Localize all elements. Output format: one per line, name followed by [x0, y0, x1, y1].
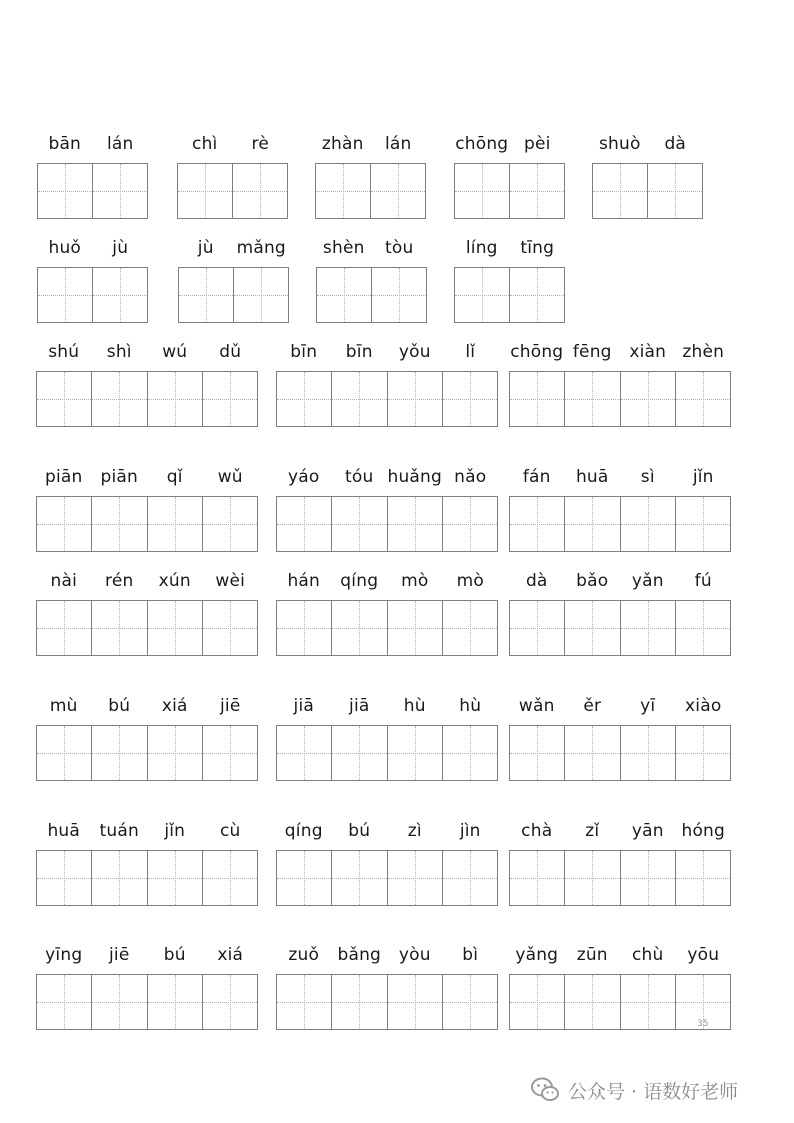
tian-zi-ge-cell[interactable] — [620, 372, 675, 426]
guide-line-horizontal — [510, 1002, 564, 1003]
guide-line-horizontal — [443, 753, 497, 754]
guide-line-horizontal — [148, 628, 202, 629]
tian-zi-ge-cell[interactable] — [442, 726, 497, 780]
guide-line-horizontal — [178, 191, 232, 192]
writing-grid — [276, 600, 498, 656]
pinyin-label: mò — [456, 571, 484, 591]
tian-zi-ge-cell[interactable] — [387, 601, 442, 655]
pinyin-label: hán — [287, 571, 321, 591]
writing-grid — [509, 371, 731, 427]
pinyin-label: jìn — [459, 821, 481, 841]
pinyin-label: hóng — [681, 821, 726, 841]
pinyin-label: chà — [521, 821, 553, 841]
guide-line-horizontal — [92, 524, 146, 525]
tian-zi-ge-cell[interactable] — [675, 497, 730, 551]
footer-watermark — [530, 1074, 738, 1106]
guide-line-horizontal — [455, 295, 509, 296]
guide-line-horizontal — [676, 524, 730, 525]
guide-line-horizontal — [148, 878, 202, 879]
guide-line-horizontal — [203, 753, 257, 754]
guide-line-horizontal — [37, 628, 91, 629]
writing-grid — [454, 267, 565, 323]
guide-line-horizontal — [277, 878, 331, 879]
tian-zi-ge-cell[interactable] — [202, 601, 257, 655]
tian-zi-ge-cell[interactable] — [202, 497, 257, 551]
pinyin-label: xiào — [685, 696, 722, 716]
tian-zi-ge-cell[interactable] — [179, 268, 233, 322]
guide-line-horizontal — [233, 191, 287, 192]
writing-grid — [276, 371, 498, 427]
writing-grid — [509, 600, 731, 656]
tian-zi-ge-cell[interactable] — [387, 975, 442, 1029]
tian-zi-ge-cell[interactable] — [455, 164, 509, 218]
tian-zi-ge-cell[interactable] — [233, 268, 288, 322]
pinyin-label: fēng — [572, 342, 612, 362]
guide-line-horizontal — [388, 524, 442, 525]
tian-zi-ge-cell[interactable] — [510, 497, 564, 551]
pinyin-label: bì — [462, 945, 479, 965]
guide-line-horizontal — [388, 878, 442, 879]
pinyin-label: jiē — [219, 696, 241, 716]
pinyin-label: chōng — [455, 134, 509, 154]
pinyin-label: dà — [525, 571, 548, 591]
guide-line-horizontal — [648, 191, 702, 192]
writing-grid — [37, 163, 148, 219]
guide-line-horizontal — [92, 878, 146, 879]
pinyin-label: jù — [112, 238, 129, 258]
guide-line-horizontal — [676, 399, 730, 400]
pinyin-label: tuán — [99, 821, 139, 841]
tian-zi-ge-cell[interactable] — [442, 497, 497, 551]
tian-zi-ge-cell[interactable] — [620, 726, 675, 780]
tian-zi-ge-cell[interactable] — [147, 975, 202, 1029]
guide-line-horizontal — [388, 399, 442, 400]
guide-line-horizontal — [148, 1002, 202, 1003]
tian-zi-ge-cell[interactable] — [37, 726, 91, 780]
tian-zi-ge-cell[interactable] — [510, 601, 564, 655]
tian-zi-ge-cell[interactable] — [202, 975, 257, 1029]
tian-zi-ge-cell[interactable] — [510, 851, 564, 905]
pinyin-label: bú — [163, 945, 186, 965]
pinyin-label: yōu — [687, 945, 720, 965]
tian-zi-ge-cell[interactable] — [202, 851, 257, 905]
pinyin-label: tòu — [385, 238, 414, 258]
guide-line-horizontal — [203, 878, 257, 879]
pinyin-label: shì — [106, 342, 132, 362]
guide-line-horizontal — [621, 1002, 675, 1003]
pinyin-label: zì — [407, 821, 422, 841]
pinyin-label: piān — [100, 467, 139, 487]
guide-line-horizontal — [38, 295, 92, 296]
guide-line-horizontal — [510, 191, 564, 192]
guide-line-horizontal — [332, 524, 386, 525]
pinyin-label: zhèn — [682, 342, 725, 362]
guide-line-horizontal — [372, 295, 426, 296]
pinyin-label: tīng — [520, 238, 555, 258]
guide-line-horizontal — [317, 295, 371, 296]
pinyin-label: rè — [251, 134, 269, 154]
pinyin-label: shú — [48, 342, 80, 362]
guide-line-horizontal — [443, 878, 497, 879]
pinyin-label: jiā — [293, 696, 314, 716]
guide-line-horizontal — [565, 524, 619, 525]
tian-zi-ge-cell[interactable] — [370, 164, 425, 218]
pinyin-label: fán — [522, 467, 551, 487]
pinyin-label: qíng — [340, 571, 379, 591]
guide-line-horizontal — [388, 1002, 442, 1003]
guide-line-horizontal — [92, 399, 146, 400]
guide-line-horizontal — [593, 191, 647, 192]
tian-zi-ge-cell[interactable] — [331, 851, 386, 905]
tian-zi-ge-cell[interactable] — [178, 164, 232, 218]
guide-line-horizontal — [203, 399, 257, 400]
guide-line-horizontal — [510, 399, 564, 400]
tian-zi-ge-cell[interactable] — [331, 372, 386, 426]
pinyin-label: yān — [631, 821, 664, 841]
pinyin-label: bú — [108, 696, 131, 716]
pinyin-label: yǎng — [515, 945, 559, 965]
guide-line-horizontal — [37, 524, 91, 525]
pinyin-label: mǎng — [236, 238, 286, 258]
tian-zi-ge-cell[interactable] — [675, 851, 730, 905]
pinyin-label: yīng — [45, 945, 83, 965]
guide-line-horizontal — [179, 295, 233, 296]
footer-text: 公众号 · 语数好老师 — [568, 1080, 739, 1103]
pinyin-label: yáo — [288, 467, 320, 487]
pinyin-label: huǒ — [48, 238, 82, 258]
writing-grid — [509, 850, 731, 906]
pinyin-label: bīn — [290, 342, 318, 362]
pinyin-label: zhàn — [321, 134, 364, 154]
tian-zi-ge-cell[interactable] — [564, 975, 619, 1029]
guide-line-horizontal — [443, 399, 497, 400]
guide-line-horizontal — [37, 399, 91, 400]
tian-zi-ge-cell[interactable] — [91, 601, 146, 655]
guide-line-horizontal — [93, 295, 147, 296]
writing-grid — [36, 850, 258, 906]
writing-grid — [276, 725, 498, 781]
tian-zi-ge-cell[interactable] — [455, 268, 509, 322]
writing-grid — [178, 267, 289, 323]
guide-line-horizontal — [92, 753, 146, 754]
tian-zi-ge-cell[interactable] — [317, 268, 371, 322]
pinyin-label: dà — [664, 134, 687, 154]
writing-grid — [509, 725, 731, 781]
pinyin-label: hù — [403, 696, 426, 716]
guide-line-horizontal — [676, 1002, 730, 1003]
tian-zi-ge-cell[interactable] — [510, 975, 564, 1029]
pinyin-label: bú — [348, 821, 371, 841]
guide-line-horizontal — [332, 628, 386, 629]
guide-line-horizontal — [510, 524, 564, 525]
tian-zi-ge-cell[interactable] — [331, 975, 386, 1029]
tian-zi-ge-cell[interactable] — [277, 851, 331, 905]
tian-zi-ge-cell[interactable] — [37, 975, 91, 1029]
guide-line-horizontal — [37, 1002, 91, 1003]
writing-grid — [276, 496, 498, 552]
tian-zi-ge-cell[interactable] — [38, 164, 92, 218]
guide-line-horizontal — [332, 878, 386, 879]
guide-line-horizontal — [277, 1002, 331, 1003]
writing-grid — [509, 496, 731, 552]
pinyin-label: chōng — [510, 342, 564, 362]
guide-line-horizontal — [676, 628, 730, 629]
tian-zi-ge-cell[interactable] — [232, 164, 287, 218]
tian-zi-ge-cell[interactable] — [91, 372, 146, 426]
tian-zi-ge-cell[interactable] — [277, 372, 331, 426]
pinyin-label: bān — [48, 134, 82, 154]
tian-zi-ge-cell[interactable] — [91, 975, 146, 1029]
pinyin-label: huā — [47, 821, 81, 841]
tian-zi-ge-cell[interactable] — [509, 164, 564, 218]
tian-zi-ge-cell[interactable] — [593, 164, 647, 218]
tian-zi-ge-cell[interactable] — [38, 268, 92, 322]
writing-grid — [592, 163, 703, 219]
writing-grid — [36, 725, 258, 781]
pinyin-label: rén — [105, 571, 134, 591]
tian-zi-ge-cell[interactable] — [147, 497, 202, 551]
guide-line-horizontal — [443, 1002, 497, 1003]
guide-line-horizontal — [37, 753, 91, 754]
tian-zi-ge-cell[interactable] — [564, 372, 619, 426]
pinyin-label: qǐ — [166, 467, 183, 487]
tian-zi-ge-cell[interactable] — [147, 851, 202, 905]
pinyin-label: mù — [49, 696, 78, 716]
tian-zi-ge-cell[interactable] — [37, 851, 91, 905]
tian-zi-ge-cell[interactable] — [510, 372, 564, 426]
pinyin-label: líng — [465, 238, 498, 258]
tian-zi-ge-cell[interactable] — [277, 497, 331, 551]
pinyin-label: yǎn — [631, 571, 664, 591]
tian-zi-ge-cell[interactable] — [92, 164, 147, 218]
pinyin-label: wǔ — [217, 467, 243, 487]
guide-line-horizontal — [93, 191, 147, 192]
guide-line-horizontal — [203, 628, 257, 629]
tian-zi-ge-cell[interactable] — [442, 975, 497, 1029]
tian-zi-ge-cell[interactable] — [620, 601, 675, 655]
pinyin-label: jǐn — [164, 821, 186, 841]
writing-grid — [36, 600, 258, 656]
guide-line-horizontal — [332, 1002, 386, 1003]
pinyin-label: zuǒ — [288, 945, 320, 965]
writing-grid — [316, 267, 427, 323]
writing-grid — [36, 371, 258, 427]
guide-line-horizontal — [565, 878, 619, 879]
tian-zi-ge-cell[interactable] — [647, 164, 702, 218]
tian-zi-ge-cell[interactable] — [564, 601, 619, 655]
tian-zi-ge-cell[interactable] — [442, 851, 497, 905]
pinyin-label: zūn — [576, 945, 608, 965]
tian-zi-ge-cell[interactable] — [620, 851, 675, 905]
tian-zi-ge-cell[interactable] — [91, 726, 146, 780]
tian-zi-ge-cell[interactable] — [510, 726, 564, 780]
writing-grid — [276, 974, 498, 1030]
tian-zi-ge-cell[interactable] — [620, 497, 675, 551]
guide-line-horizontal — [455, 191, 509, 192]
guide-line-horizontal — [388, 628, 442, 629]
guide-line-horizontal — [621, 524, 675, 525]
guide-line-horizontal — [510, 878, 564, 879]
guide-line-horizontal — [277, 524, 331, 525]
pinyin-label: shuò — [598, 134, 641, 154]
guide-line-horizontal — [332, 753, 386, 754]
guide-line-horizontal — [277, 753, 331, 754]
tian-zi-ge-cell[interactable] — [316, 164, 370, 218]
pinyin-label: zǐ — [585, 821, 600, 841]
tian-zi-ge-cell[interactable] — [675, 726, 730, 780]
tian-zi-ge-cell[interactable] — [331, 497, 386, 551]
tian-zi-ge-cell[interactable] — [371, 268, 426, 322]
tian-zi-ge-cell[interactable] — [331, 726, 386, 780]
pinyin-label: jù — [197, 238, 214, 258]
pinyin-label: wú — [162, 342, 188, 362]
guide-line-horizontal — [203, 524, 257, 525]
tian-zi-ge-cell[interactable] — [564, 726, 619, 780]
tian-zi-ge-cell[interactable] — [675, 372, 730, 426]
pinyin-label: wèi — [215, 571, 246, 591]
tian-zi-ge-cell[interactable] — [442, 601, 497, 655]
page-number: 35 — [697, 1019, 709, 1029]
tian-zi-ge-cell[interactable] — [147, 726, 202, 780]
pinyin-label: yǒu — [398, 342, 431, 362]
tian-zi-ge-cell[interactable] — [91, 497, 146, 551]
pinyin-label: mò — [401, 571, 429, 591]
guide-line-horizontal — [234, 295, 288, 296]
guide-line-horizontal — [510, 753, 564, 754]
pinyin-label: hù — [459, 696, 482, 716]
guide-line-horizontal — [38, 191, 92, 192]
tian-zi-ge-cell[interactable] — [202, 726, 257, 780]
tian-zi-ge-cell[interactable] — [387, 372, 442, 426]
tian-zi-ge-cell[interactable] — [387, 497, 442, 551]
guide-line-horizontal — [565, 1002, 619, 1003]
guide-line-horizontal — [277, 399, 331, 400]
guide-line-horizontal — [621, 753, 675, 754]
guide-line-horizontal — [565, 399, 619, 400]
pinyin-label: jiē — [108, 945, 130, 965]
guide-line-horizontal — [277, 628, 331, 629]
guide-line-horizontal — [676, 878, 730, 879]
tian-zi-ge-cell[interactable] — [277, 601, 331, 655]
pinyin-label: dǔ — [219, 342, 242, 362]
pinyin-label: yī — [640, 696, 656, 716]
tian-zi-ge-cell[interactable] — [331, 601, 386, 655]
pinyin-label: shèn — [322, 238, 365, 258]
pinyin-label: qíng — [284, 821, 323, 841]
wechat-icon — [530, 1077, 560, 1103]
guide-line-horizontal — [92, 628, 146, 629]
writing-grid — [177, 163, 288, 219]
guide-line-horizontal — [316, 191, 370, 192]
pinyin-label: pèi — [523, 134, 551, 154]
writing-grid — [454, 163, 565, 219]
guide-line-horizontal — [37, 878, 91, 879]
tian-zi-ge-cell[interactable] — [564, 497, 619, 551]
pinyin-label: ěr — [583, 696, 602, 716]
pinyin-label: lán — [384, 134, 412, 154]
pinyin-label: xiá — [161, 696, 188, 716]
guide-line-horizontal — [443, 524, 497, 525]
tian-zi-ge-cell[interactable] — [277, 726, 331, 780]
tian-zi-ge-cell[interactable] — [37, 601, 91, 655]
pinyin-label: jiā — [349, 696, 370, 716]
tian-zi-ge-cell[interactable] — [147, 372, 202, 426]
tian-zi-ge-cell[interactable] — [91, 851, 146, 905]
tian-zi-ge-cell[interactable] — [675, 601, 730, 655]
tian-zi-ge-cell[interactable] — [202, 372, 257, 426]
tian-zi-ge-cell[interactable] — [387, 851, 442, 905]
pinyin-label: nǎo — [454, 467, 487, 487]
pinyin-label: jǐn — [692, 467, 714, 487]
pinyin-label: xún — [158, 571, 191, 591]
guide-line-horizontal — [388, 753, 442, 754]
pinyin-label: tóu — [345, 467, 374, 487]
tian-zi-ge-cell[interactable] — [37, 372, 91, 426]
tian-zi-ge-cell[interactable] — [509, 268, 564, 322]
tian-zi-ge-cell[interactable] — [37, 497, 91, 551]
pinyin-label: yòu — [398, 945, 431, 965]
writing-grid — [315, 163, 426, 219]
tian-zi-ge-cell[interactable] — [277, 975, 331, 1029]
guide-line-horizontal — [510, 295, 564, 296]
tian-zi-ge-cell[interactable] — [564, 851, 619, 905]
writing-grid — [36, 974, 258, 1030]
pinyin-label: huǎng — [387, 467, 443, 487]
pinyin-label: fú — [694, 571, 712, 591]
guide-line-horizontal — [621, 399, 675, 400]
pinyin-label: cù — [219, 821, 241, 841]
writing-grid — [37, 267, 148, 323]
tian-zi-ge-cell[interactable] — [442, 372, 497, 426]
pinyin-label: wǎn — [518, 696, 555, 716]
pinyin-label: bǎo — [576, 571, 609, 591]
guide-line-horizontal — [676, 753, 730, 754]
writing-grid — [36, 496, 258, 552]
pinyin-label: sì — [640, 467, 655, 487]
pinyin-label: xiá — [217, 945, 244, 965]
guide-line-horizontal — [565, 753, 619, 754]
guide-line-horizontal — [371, 191, 425, 192]
guide-line-horizontal — [510, 628, 564, 629]
guide-line-horizontal — [332, 399, 386, 400]
pinyin-label: bǎng — [337, 945, 382, 965]
tian-zi-ge-cell[interactable] — [92, 268, 147, 322]
guide-line-horizontal — [621, 878, 675, 879]
pinyin-label: piān — [44, 467, 83, 487]
guide-line-horizontal — [92, 1002, 146, 1003]
tian-zi-ge-cell[interactable] — [147, 601, 202, 655]
pinyin-label: bīn — [345, 342, 373, 362]
tian-zi-ge-cell[interactable] — [620, 975, 675, 1029]
writing-grid — [276, 850, 498, 906]
pinyin-label: chì — [192, 134, 218, 154]
guide-line-horizontal — [443, 628, 497, 629]
guide-line-horizontal — [565, 628, 619, 629]
guide-line-horizontal — [148, 524, 202, 525]
pinyin-label: chù — [632, 945, 664, 965]
pinyin-label: xiàn — [629, 342, 667, 362]
pinyin-label: lán — [106, 134, 134, 154]
guide-line-horizontal — [203, 1002, 257, 1003]
tian-zi-ge-cell[interactable] — [387, 726, 442, 780]
pinyin-label: lǐ — [465, 342, 476, 362]
guide-line-horizontal — [621, 628, 675, 629]
guide-line-horizontal — [148, 399, 202, 400]
pinyin-label: nài — [50, 571, 78, 591]
pinyin-label: huā — [575, 467, 609, 487]
guide-line-horizontal — [148, 753, 202, 754]
